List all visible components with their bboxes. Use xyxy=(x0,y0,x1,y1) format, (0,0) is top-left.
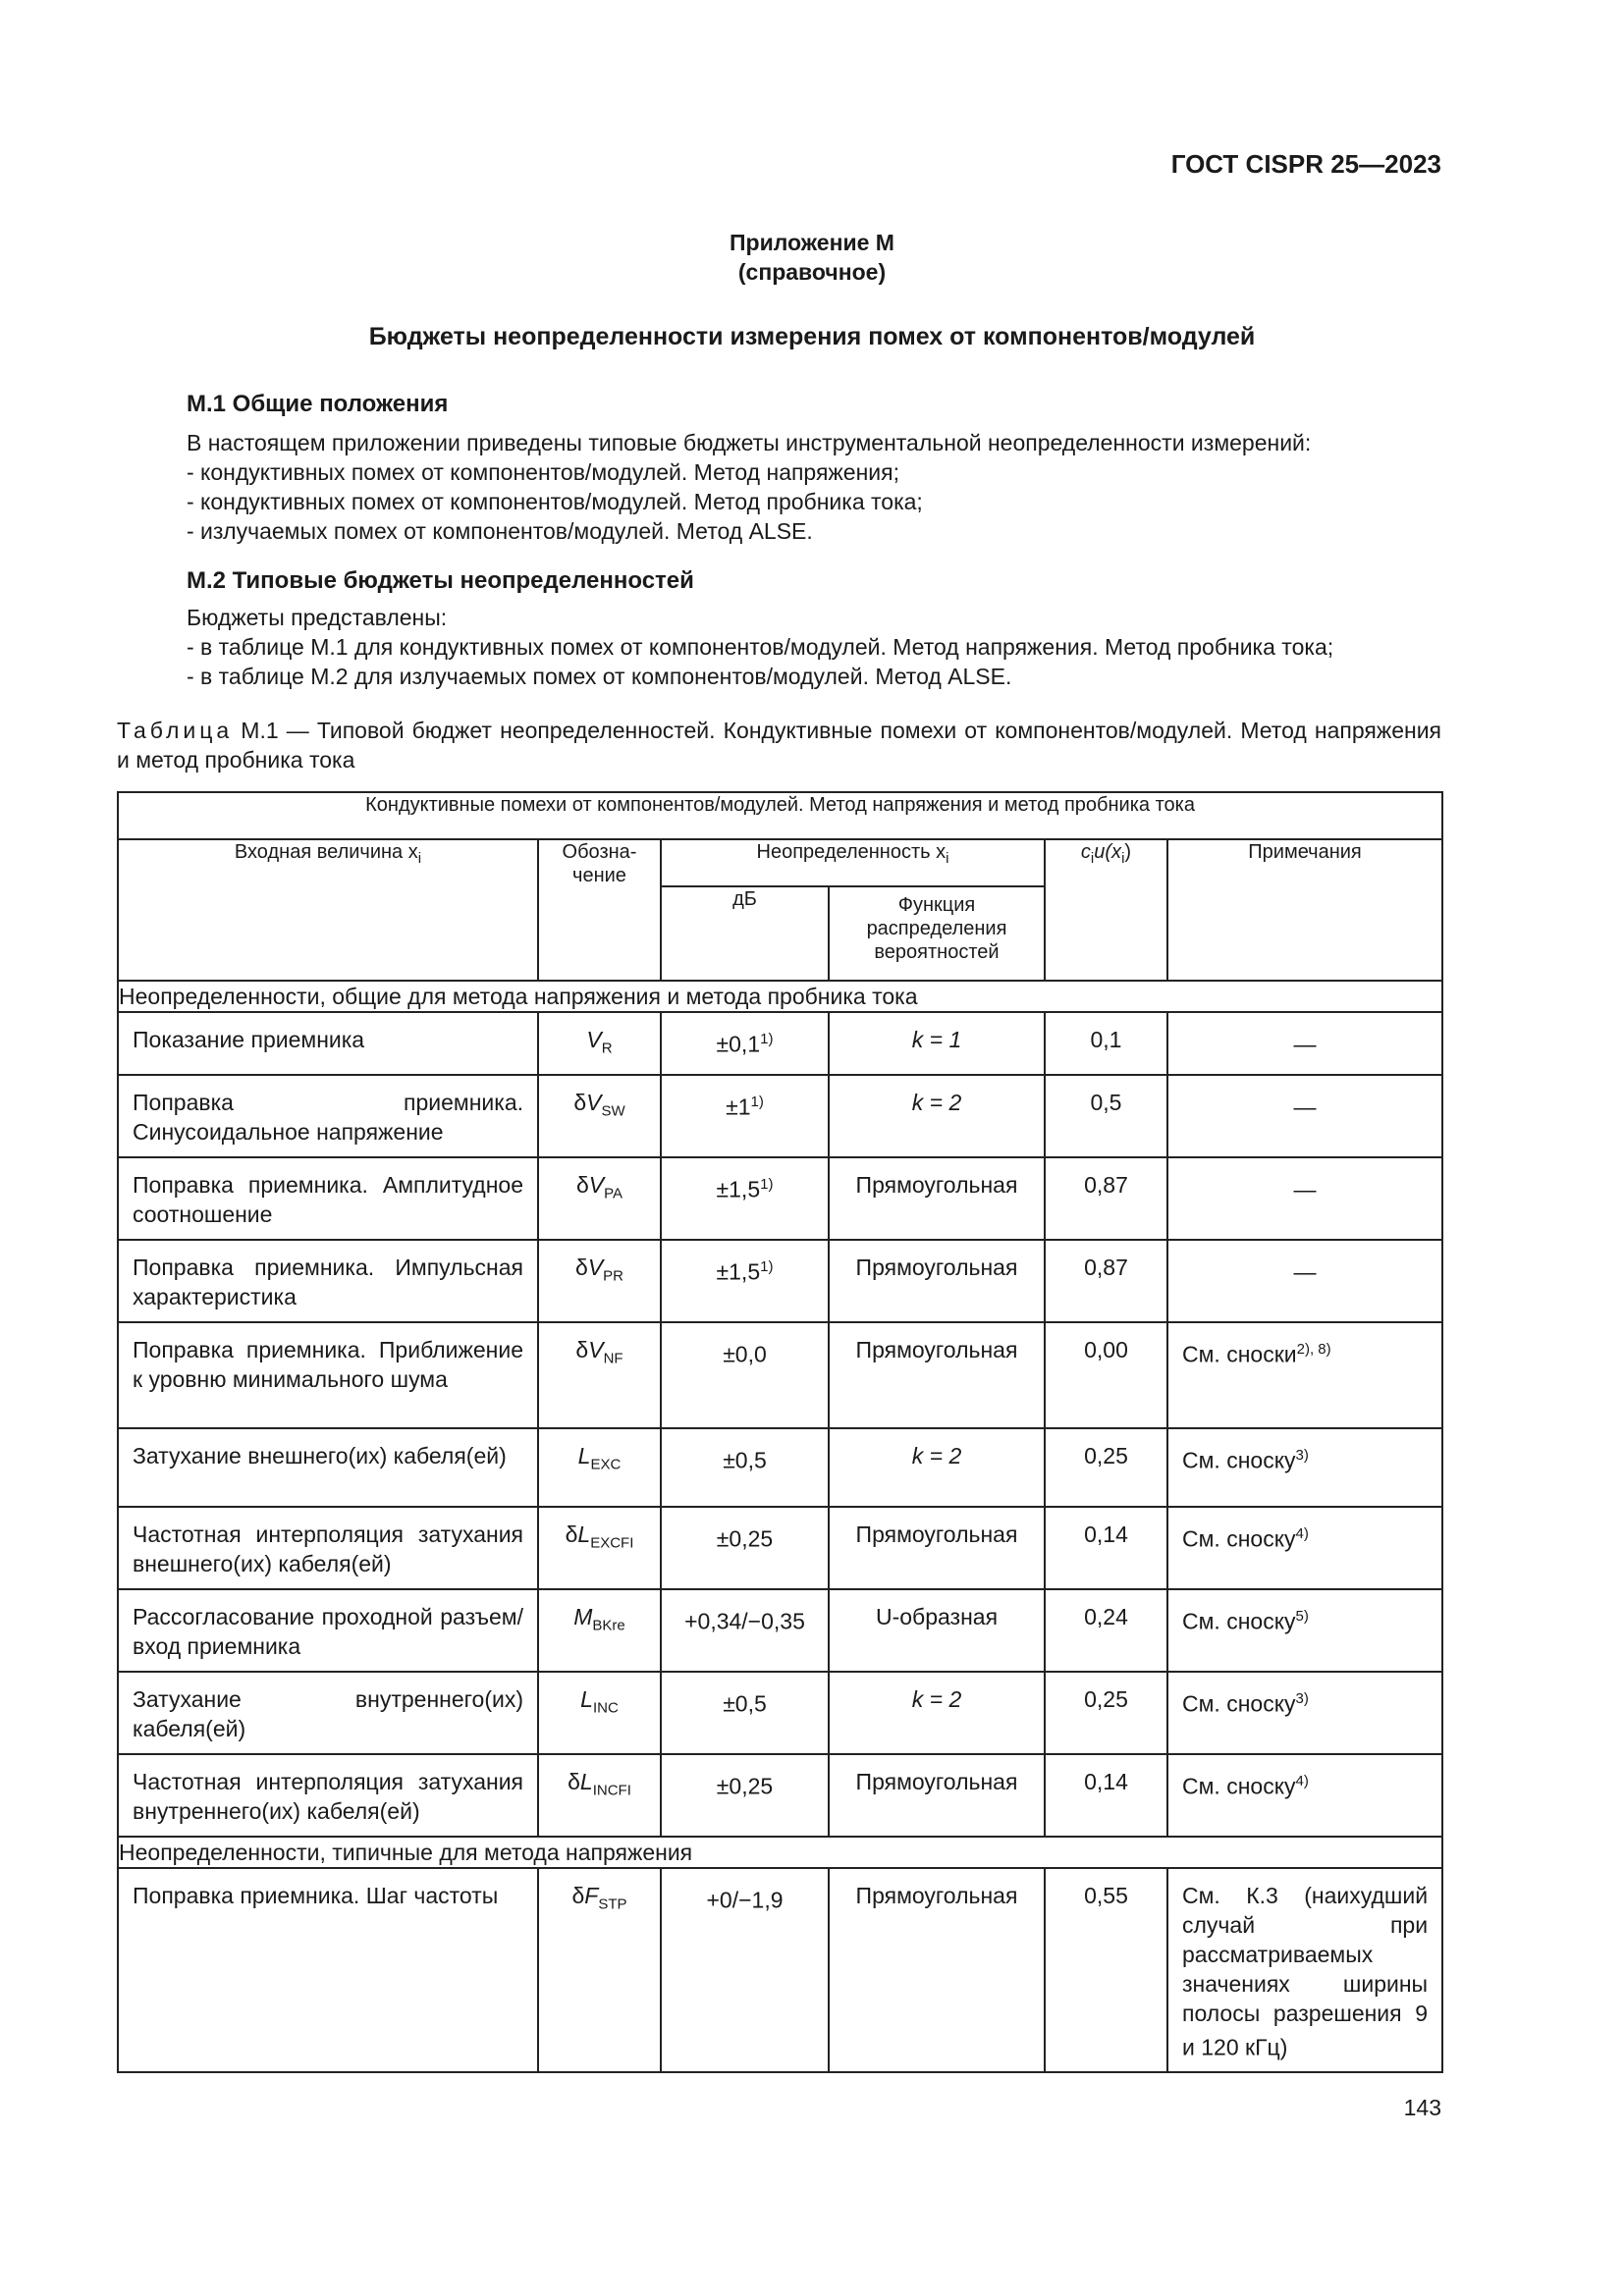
cell-symbol: $M_{BKre}$ xyxy=(573,1603,625,1634)
cell-input-quantity: Поправка приемника. Синусоидальное напряжение xyxy=(133,1089,523,1145)
table-title-row xyxy=(118,792,1442,839)
cell-cu: 0,5 xyxy=(1090,1089,1122,1115)
annex-title: Бюджеты неопределенности измерения помех от компонентов/модулей xyxy=(368,323,1256,350)
table-row xyxy=(118,1012,1442,1075)
cell-note: — xyxy=(1293,1094,1317,1120)
section-m2-heading: М.2 Типовые бюджеты неопределенностей xyxy=(187,567,694,594)
cell-distribution: U-образная xyxy=(875,1603,999,1629)
cell-note: См. сноску$^{4)}$ xyxy=(1182,1772,1309,1799)
table-row xyxy=(118,1157,1442,1240)
cell-distribution: Прямоугольная xyxy=(855,1336,1018,1362)
group-label: Неопределенности, типичные для метода напряжения xyxy=(118,1837,1442,1868)
cell-distribution: k = 2 xyxy=(911,1089,962,1115)
cell-note: См. сноску$^{3)}$ xyxy=(1182,1446,1309,1473)
header-notes: Примечания xyxy=(1167,839,1442,981)
table-row xyxy=(118,1075,1442,1157)
cell-db: ±0,25 xyxy=(716,1525,774,1552)
cell-db: $\pm 1,5^{1)}$ xyxy=(716,1257,774,1285)
cell-distribution: k = 1 xyxy=(911,1027,962,1052)
table-header-row xyxy=(118,839,1442,886)
list-item: - кондуктивных помех от компонентов/модулей. Метод напряжения; xyxy=(187,459,899,485)
header-input-quantity: Входная величина $x_i$ xyxy=(118,839,538,981)
cell-cu: 0,14 xyxy=(1084,1521,1128,1547)
cell-note: См. сноски$^{2), 8)}$ xyxy=(1182,1340,1331,1367)
annex-label-block xyxy=(0,228,1624,287)
group-label: Неопределенности, общие для метода напряжения и метода пробника тока xyxy=(118,981,1442,1012)
table-caption-text: М.1 — Типовой бюджет неопределенностей. Кондуктивные помехи от компонентов/модулей. Метод напряжения и метод пробника тока xyxy=(117,718,1441,773)
cell-distribution: Прямоугольная xyxy=(855,1254,1018,1280)
cell-input-quantity: Поправка приемника. Амплитудное соотношение xyxy=(133,1171,523,1227)
cell-note: — xyxy=(1293,1258,1317,1285)
cell-distribution: k = 2 xyxy=(911,1685,962,1712)
table-row xyxy=(118,1754,1442,1837)
section-m1-heading: М.1 Общие положения xyxy=(187,391,449,417)
cell-cu: 0,25 xyxy=(1084,1685,1128,1712)
list-item: - в таблице М.1 для кондуктивных помех от компонентов/модулей. Метод напряжения. Метод пробника тока; xyxy=(187,634,1334,660)
header-uncertainty: Неопределенность $x_i$ xyxy=(661,839,1045,886)
cell-cu: 0,87 xyxy=(1084,1254,1128,1280)
cell-symbol: $L_{EXC}$ xyxy=(577,1442,622,1473)
cell-cu: 0,1 xyxy=(1090,1027,1122,1052)
cell-cu: 0,00 xyxy=(1084,1336,1128,1362)
table-row xyxy=(118,1507,1442,1589)
cell-distribution: Прямоугольная xyxy=(855,1768,1018,1794)
page-number: 143 xyxy=(1403,2095,1441,2120)
cell-note: См. сноску$^{4)}$ xyxy=(1182,1524,1309,1552)
cell-distribution: k = 2 xyxy=(911,1442,962,1468)
header-db: дБ xyxy=(661,886,829,981)
table-row xyxy=(118,1868,1442,2073)
cell-input-quantity: Поправка приемника. Импульсная характеристика xyxy=(133,1254,523,1309)
cell-input-quantity: Затухание внутреннего(их) кабеля(ей) xyxy=(133,1685,523,1741)
cell-symbol: $\delta V_{NF}$ xyxy=(575,1336,623,1367)
cell-cu: 0,87 xyxy=(1084,1171,1128,1198)
section-m2-text xyxy=(187,603,1441,691)
cell-cu: 0,24 xyxy=(1084,1603,1128,1629)
cell-symbol: $\delta V_{SW}$ xyxy=(573,1089,625,1120)
table-row xyxy=(118,1322,1442,1428)
table-row xyxy=(118,1428,1442,1507)
table-caption xyxy=(117,716,1441,774)
section-m2-intro: Бюджеты представлены: xyxy=(187,605,448,630)
cell-symbol: $L_{INC}$ xyxy=(580,1685,619,1717)
cell-distribution: Прямоугольная xyxy=(855,1171,1018,1198)
cell-distribution: Прямоугольная xyxy=(855,1521,1018,1547)
table-title: Кондуктивные помехи от компонентов/модулей. Метод напряжения и метод пробника тока xyxy=(118,792,1442,839)
header-distribution: Функция распределения вероятностей xyxy=(829,886,1045,981)
cell-db: ±0,5 xyxy=(723,1690,767,1717)
cell-note: — xyxy=(1293,1031,1317,1057)
cell-symbol: $V_R$ xyxy=(586,1027,613,1057)
annex-label: Приложение М xyxy=(730,230,894,255)
cell-distribution: Прямоугольная xyxy=(855,1882,1018,1908)
list-item: - в таблице М.2 для излучаемых помех от компонентов/модулей. Метод ALSE. xyxy=(187,664,1012,689)
uncertainty-table xyxy=(117,791,1443,2073)
table-row xyxy=(118,1672,1442,1754)
table-caption-label: Таблица xyxy=(117,718,234,743)
cell-cu: 0,25 xyxy=(1084,1442,1128,1468)
cell-input-quantity: Частотная интерполяция затухания внешнего(их) кабеля(ей) xyxy=(133,1521,523,1576)
group-row xyxy=(118,981,1442,1012)
section-m1-intro: В настоящем приложении приведены типовые бюджеты инструментальной неопределенности измерений: xyxy=(187,430,1312,455)
table-row xyxy=(118,1240,1442,1322)
cell-db: ±0,0 xyxy=(723,1341,767,1367)
cell-db: ±0,5 xyxy=(723,1447,767,1473)
cell-cu: 0,55 xyxy=(1084,1882,1128,1908)
cell-symbol: $\delta F_{STP}$ xyxy=(571,1882,627,1913)
cell-db: $\pm 1,5^{1)}$ xyxy=(716,1175,774,1202)
cell-symbol: $\delta V_{PA}$ xyxy=(575,1171,623,1202)
cell-input-quantity: Затухание внешнего(их) кабеля(ей) xyxy=(133,1442,507,1468)
cell-symbol: $\delta V_{PR}$ xyxy=(575,1254,623,1285)
cell-input-quantity: Частотная интерполяция затухания внутреннего(их) кабеля(ей) xyxy=(133,1768,523,1824)
cell-symbol: $\delta L_{INCFI}$ xyxy=(568,1768,631,1799)
cell-cu: 0,14 xyxy=(1084,1768,1128,1794)
list-item: - излучаемых помех от компонентов/модулей. Метод ALSE. xyxy=(187,518,813,544)
cell-input-quantity: Поправка приемника. Приближение к уровню минимального шума xyxy=(133,1336,523,1392)
cell-db: ±0,25 xyxy=(716,1773,774,1799)
cell-note: См. сноску$^{3)}$ xyxy=(1182,1689,1309,1717)
cell-note: См. сноску$^{5)}$ xyxy=(1182,1607,1309,1634)
cell-db: $\pm 1^{1)}$ xyxy=(726,1093,764,1120)
group-row xyxy=(118,1837,1442,1868)
cell-symbol: $\delta L_{EXCFI}$ xyxy=(565,1521,634,1552)
standard-code: ГОСТ CISPR 25—2023 xyxy=(1170,149,1441,179)
cell-input-quantity: Рассогласование проходной разъем/вход приемника xyxy=(133,1603,523,1659)
cell-note: — xyxy=(1293,1176,1317,1202)
header-symbol: Обозна-чение xyxy=(538,839,661,981)
cell-db: $\pm 0,1^{1)}$ xyxy=(716,1031,774,1057)
header-cu: $c_iu(x_i)$ xyxy=(1045,839,1167,981)
annex-kind: (справочное) xyxy=(737,259,887,285)
list-item: - кондуктивных помех от компонентов/модулей. Метод пробника тока; xyxy=(187,489,923,514)
section-m1-text xyxy=(187,428,1441,546)
cell-input-quantity: Показание приемника xyxy=(133,1027,365,1052)
cell-note: См. К.3 (наихудший случай при рассматриваемых значениях ширины полосы разрешения 9 и 120 кГц) xyxy=(1182,1882,1429,2060)
cell-input-quantity: Поправка приемника. Шаг частоты xyxy=(133,1882,499,1908)
table-row xyxy=(118,1589,1442,1672)
cell-db: +0/−1,9 xyxy=(706,1887,784,1913)
cell-db: +0,34/−0,35 xyxy=(684,1608,805,1634)
